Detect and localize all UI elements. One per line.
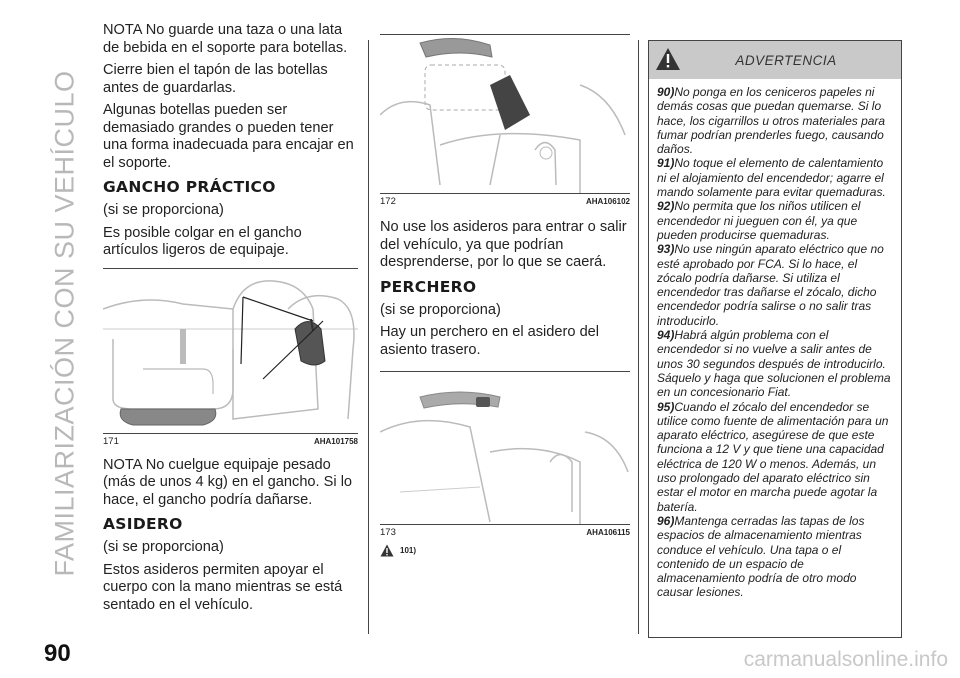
figure-173-caption bbox=[380, 525, 630, 538]
warning-item-number: 93) bbox=[657, 242, 675, 257]
optional-note: (si se proporciona) bbox=[103, 539, 224, 555]
warning-item-text: No ponga en los ceniceros papeles ni demás cosas que puedan quemarse. Si lo hace, los cigarrillos u otros materiales para fumar podrían prenderles fuego, causando daños. bbox=[657, 85, 886, 157]
paragraph-grab-handle: Estos asideros permiten apoyar el cuerpo con la mano mientras se está sentado en el vehículo. bbox=[103, 561, 343, 613]
warning-item bbox=[657, 156, 895, 199]
warning-item bbox=[657, 85, 895, 156]
figure-173-illustration bbox=[380, 372, 630, 524]
warning-item bbox=[657, 400, 895, 514]
warning-item bbox=[657, 328, 895, 399]
note-heavy-luggage: NOTA No cuelgue equipaje pesado (más de unos 4 kg) en el gancho. Si lo hace, el gancho podría dañarse. bbox=[103, 456, 353, 508]
figure-171-caption bbox=[103, 434, 358, 447]
warning-item-text: No toque el elemento de calentamiento ni el alojamiento del encendedor; agarre el mando solamente para evitar quemaduras. bbox=[657, 156, 886, 200]
note-bottle-cup: NOTA No guarde una taza o una lata de bebida en el soporte para botellas. bbox=[103, 22, 348, 56]
paragraph-close-cap: Cierre bien el tapón de las botellas antes de guardarlas. bbox=[103, 62, 328, 96]
column-divider-left bbox=[368, 40, 369, 634]
warning-item bbox=[657, 199, 895, 242]
figure-number: 171 bbox=[103, 435, 119, 447]
chapter-side-title bbox=[40, 28, 90, 618]
figure-number: 172 bbox=[380, 196, 396, 207]
figure-code: AHA106102 bbox=[585, 197, 630, 206]
heading-asidero: ASIDERO bbox=[103, 515, 183, 533]
warning-item-text: Habrá algún problema con el encendedor si no vuelve a salir antes de unos 30 segundos después de introducirlo. Sáquelo y haga que solucionen el problema en un concesionario Fiat. bbox=[657, 328, 891, 400]
watermark-text: carmanualsonline.info bbox=[743, 648, 948, 671]
warning-triangle-icon bbox=[655, 47, 681, 71]
figure-number: 173 bbox=[380, 527, 396, 538]
paragraph-coat-hook: Hay un perchero en el asidero del asiento trasero. bbox=[380, 324, 600, 358]
column-3 bbox=[648, 40, 902, 638]
figure-code: AHA106115 bbox=[586, 528, 630, 537]
heading-gancho-practico: GANCHO PRÁCTICO bbox=[103, 178, 276, 196]
warning-item bbox=[657, 514, 895, 600]
heading-perchero: PERCHERO bbox=[380, 277, 477, 296]
figure-173 bbox=[380, 371, 630, 538]
warning-item-number: 91) bbox=[657, 156, 675, 171]
warning-item-number: 96) bbox=[657, 513, 675, 528]
figure-code: AHA101758 bbox=[313, 436, 358, 446]
figure-172-caption bbox=[380, 194, 630, 207]
warning-triangle-icon bbox=[380, 544, 394, 557]
warning-item-number: 95) bbox=[657, 399, 675, 414]
warning-item bbox=[657, 242, 895, 328]
warning-item-number: 92) bbox=[657, 199, 675, 214]
page-number: 90 bbox=[44, 640, 71, 667]
figure-172 bbox=[380, 34, 630, 207]
warning-item-text: No permita que los niños utilicen el encendedor ni jueguen con él, ya que pueden producirse quemaduras. bbox=[657, 199, 861, 242]
warning-header bbox=[649, 41, 901, 79]
paragraph-bottle-size: Algunas botellas pueden ser demasiado grandes o pueden tener una forma inadecuada para encajar en el soporte. bbox=[103, 102, 354, 171]
warning-item-number: 90) bbox=[657, 85, 675, 99]
optional-note: (si se proporciona) bbox=[103, 202, 224, 218]
warning-item-number: 94) bbox=[657, 328, 675, 343]
warning-title: ADVERTENCIA bbox=[735, 52, 837, 68]
optional-note: (si se proporciona) bbox=[380, 301, 501, 318]
paragraph-handle-warning: No use los asideros para entrar o salir del vehículo, ya que podrían desprenderse, por lo que se caerá. bbox=[380, 219, 627, 270]
column-1 bbox=[103, 22, 358, 619]
paragraph-hook-usage: Es posible colgar en el gancho artículos ligeros de equipaje. bbox=[103, 224, 302, 258]
warning-item-text: Cuando el zócalo del encendedor se utilice como fuente de alimentación para un aparato eléctrico, asegúrese de que este funciona a 12 V y que tiene una capacidad eléctrica de 120 W o menos. Además, un uso prolongado del aparato eléctrico sin estar el motor en marcha puede agotar la batería. bbox=[657, 399, 889, 514]
warning-body bbox=[649, 79, 901, 600]
warning-item-text: No use ningún aparato eléctrico que no esté aprobado por FCA. Si lo hace, el zócalo podría dañarse. Si utiliza el encendedor tras dañarse el zócalo, dicho encendedor podría salirse o no salir tras introducirlo. bbox=[657, 242, 884, 328]
chapter-side-title-text: FAMILIARIZACIÓN CON SU VEHÍCULO bbox=[49, 69, 80, 577]
column-2 bbox=[380, 22, 630, 557]
figure-171 bbox=[103, 268, 358, 447]
warning-item-text: Mantenga cerradas las tapas de los espacios de almacenamiento mientras conduce el vehículo. Una tapa o el contenido de un espacio de almacenamiento podría de otro modo causar lesiones. bbox=[657, 513, 865, 600]
column-divider-right bbox=[638, 40, 639, 634]
note-reference-number: 101) bbox=[400, 546, 417, 555]
figure-171-illustration bbox=[103, 269, 358, 433]
warning-note-reference bbox=[380, 544, 630, 557]
figure-172-illustration bbox=[380, 35, 630, 193]
warning-box bbox=[648, 40, 902, 638]
